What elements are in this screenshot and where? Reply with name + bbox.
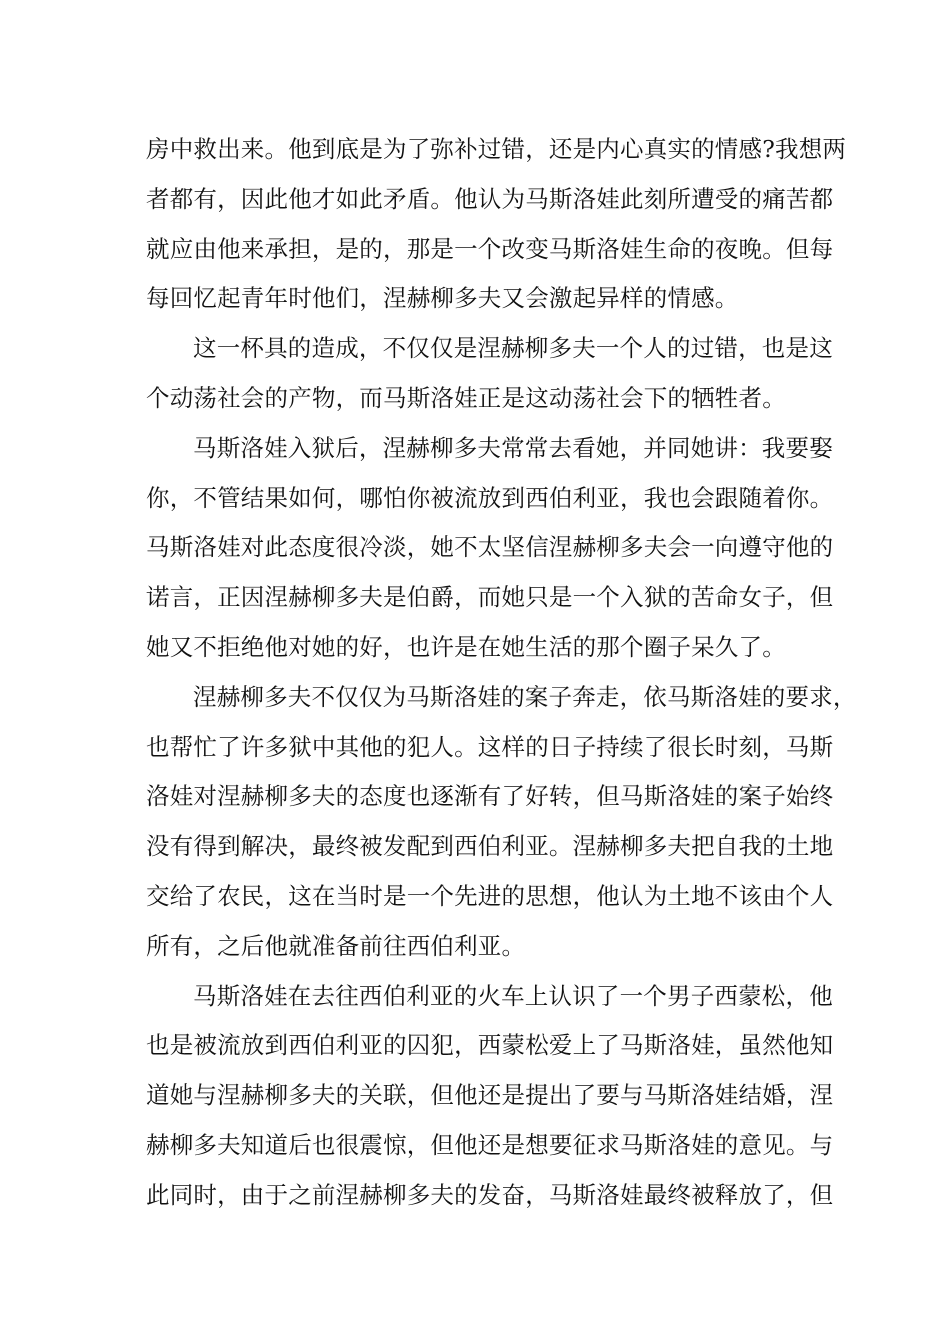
text-line: 诺言，正因涅赫柳多夫是伯爵，而她只是一个入狱的苦命女子，但 bbox=[146, 583, 834, 612]
text-line: 也帮忙了许多狱中其他的犯人。这样的日子持续了很长时刻，马斯 bbox=[146, 732, 834, 761]
text-line: 个动荡社会的产物，而马斯洛娃正是这动荡社会下的牺牲者。 bbox=[146, 383, 786, 412]
text-line: 没有得到解决，最终被发配到西伯利亚。涅赫柳多夫把自我的土地 bbox=[146, 832, 834, 861]
text-line: 房中救出来。他到底是为了弥补过错，还是内心真实的情感?我想两 bbox=[146, 135, 847, 163]
paragraph-first-line: 马斯洛娃入狱后，涅赫柳多夫常常去看她，并同她讲：我要娶 bbox=[193, 433, 833, 462]
text-line: 此同时，由于之前涅赫柳多夫的发奋，马斯洛娃最终被释放了，但 bbox=[146, 1180, 834, 1209]
body-text bbox=[146, 125, 857, 1221]
text-line: 也是被流放到西伯利亚的囚犯，西蒙松爱上了马斯洛娃，虽然他知 bbox=[146, 1031, 834, 1060]
text-line: 道她与涅赫柳多夫的关联，但他还是提出了要与马斯洛娃结婚，涅 bbox=[146, 1081, 834, 1110]
text-line: 她又不拒绝他对她的好，也许是在她生活的那个圈子呆久了。 bbox=[146, 632, 786, 661]
text-line: 赫柳多夫知道后也很震惊，但他还是想要征求马斯洛娃的意见。与 bbox=[146, 1130, 834, 1159]
text-line: 者都有，因此他才如此矛盾。他认为马斯洛娃此刻所遭受的痛苦都 bbox=[146, 184, 834, 213]
text-line: 所有，之后他就准备前往西伯利亚。 bbox=[146, 931, 526, 960]
text-line: 交给了农民，这在当时是一个先进的思想，他认为土地不该由个人 bbox=[146, 881, 834, 910]
text-line: 洛娃对涅赫柳多夫的态度也逐渐有了好转，但马斯洛娃的案子始终 bbox=[146, 782, 834, 811]
paragraph-first-line: 涅赫柳多夫不仅仅为马斯洛娃的案子奔走，依马斯洛娃的要求， bbox=[193, 682, 857, 711]
text-line: 就应由他来承担，是的，那是一个改变马斯洛娃生命的夜晚。但每 bbox=[146, 234, 834, 263]
text-line: 每回忆起青年时他们，涅赫柳多夫又会激起异样的情感。 bbox=[146, 284, 739, 313]
paragraph-first-line: 这一杯具的造成，不仅仅是涅赫柳多夫一个人的过错，也是这 bbox=[193, 334, 833, 363]
text-line: 你，不管结果如何，哪怕你被流放到西伯利亚，我也会跟随着你。 bbox=[146, 483, 834, 512]
text-line: 马斯洛娃对此态度很冷淡，她不太坚信涅赫柳多夫会一向遵守他的 bbox=[146, 533, 834, 562]
paragraph-first-line: 马斯洛娃在去往西伯利亚的火车上认识了一个男子西蒙松，他 bbox=[193, 981, 833, 1010]
